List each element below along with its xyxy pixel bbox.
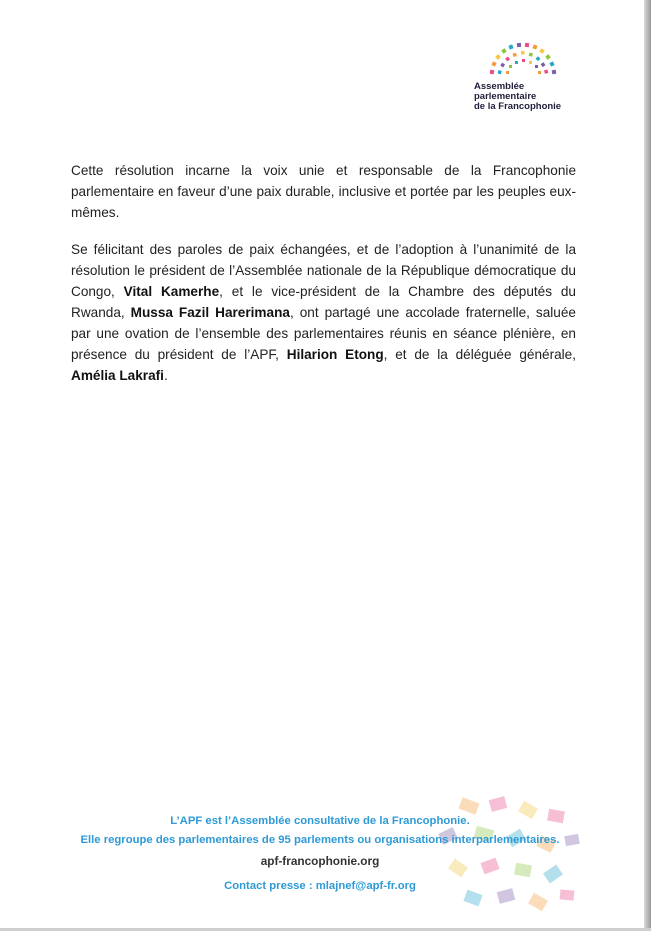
name-vital-kamerhe: Vital Kamerhe [123, 284, 220, 299]
paragraph-2-text-d: , et de la déléguée générale, [383, 347, 577, 362]
paragraph-1: Cette résolution incarne la voix unie et responsable de la Francophonie parlementaire en faveur d’une paix durable, inclusive et portée par les peuples eux-mêmes. [71, 163, 576, 220]
logo-wordmark [474, 82, 584, 112]
page-edge-shadow [644, 0, 651, 931]
logo-line-1: Assemblée [474, 81, 525, 92]
footer-line-2: Elle regroupe des parlementaires de 95 parlements ou organisations interparlementaires. [80, 834, 560, 846]
logo-line-3: de la Francophonie [474, 101, 562, 112]
footer-website-link[interactable]: apf-francophonie.org [260, 854, 380, 868]
hemicycle-logo-icon [486, 40, 566, 80]
name-amelia-lakrafi: Amélia Lakrafi [71, 368, 164, 383]
name-mussa-fazil-harerimana: Mussa Fazil Harerimana [130, 305, 290, 320]
logo-line-2: parlementaire [474, 91, 537, 102]
paragraph-2-text-a: Se félicitant des paroles de paix échangées, et de l’adoption à l’unanimité de la résolution le président de l’Assemblée nationale de la République démocratique du Congo, [71, 242, 576, 299]
paragraph-2-text-b: , et le vice-président de la Chambre des députés du Rwanda, [71, 284, 576, 320]
paragraph-2 [71, 239, 576, 386]
footer [60, 812, 580, 896]
article-body [71, 160, 576, 402]
footer-line-1: L’APF est l’Assemblée consultative de la Francophonie. [170, 815, 470, 827]
footer-contact[interactable]: Contact presse : mlajnef@apf-fr.org [224, 880, 416, 892]
name-hilarion-etong: Hilarion Etong [286, 347, 384, 362]
paragraph-2-text-e: . [163, 368, 168, 383]
apf-logo [468, 40, 588, 120]
paragraph-2-text-c: , ont partagé une accolade fraternelle, saluée par une ovation de l’ensemble des parlementaires réunis en séance plénière, en présence du président de l’APF, [71, 305, 576, 362]
